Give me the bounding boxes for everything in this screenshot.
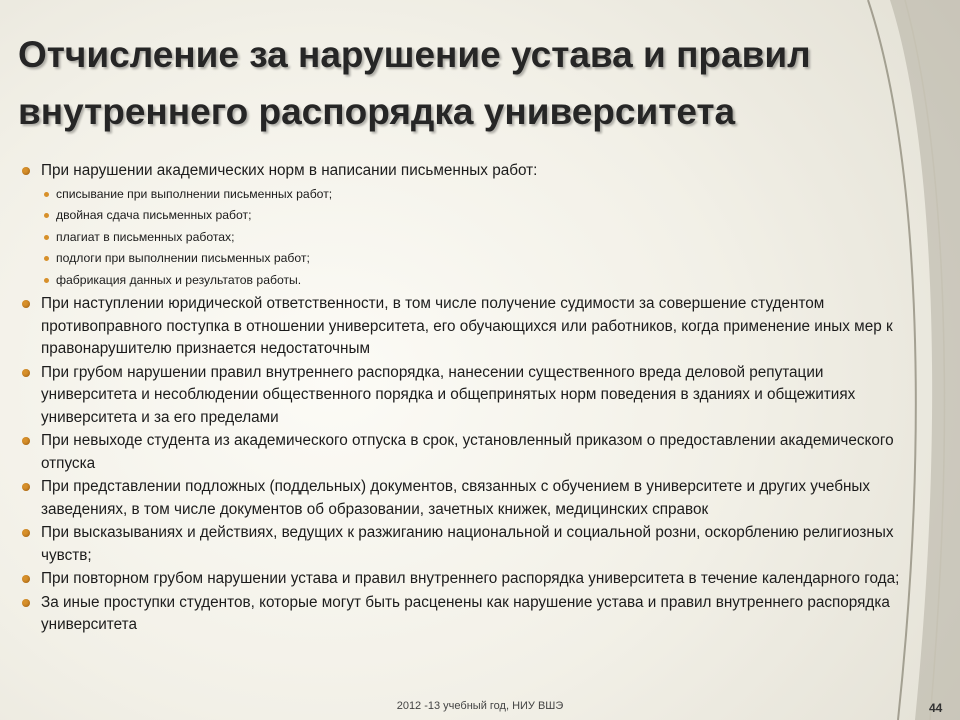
sub-bullet-text: списывание при выполнении письменных работ; (56, 186, 333, 201)
page-number: 44 (929, 701, 943, 715)
bullet-text: При высказываниях и действиях, ведущих к разжиганию национальной и социальной розни, оскорблению религиозных чувств; (41, 524, 894, 564)
bullet-text: При грубом нарушении правил внутреннего распорядка, нанесении существенного вреда деловой репутации университета и несоблюдении общественного порядка и общепринятых норм поведения в зданиях и общежитиях университета и за его пределами (41, 363, 856, 426)
bullet-dot-icon (22, 437, 30, 445)
bullet-text: При невыходе студента из академического отпуска в срок, установленный приказом о предоставлении академического отпуска (41, 432, 894, 472)
slide-content (22, 160, 922, 638)
bullet-dot-icon (22, 529, 30, 537)
sub-bullet-text: подлоги при выполнении письменных работ; (56, 251, 310, 265)
bullet-dot-icon (22, 599, 30, 607)
bullet-item (22, 568, 922, 591)
bullet-text: При представлении подложных (поддельных) документов, связанных с обучением в университете и других учебных заведениях, в том числе документов об образовании, зачетных книжек, медицинских справок (41, 478, 871, 518)
bullet-dot-icon (22, 167, 30, 175)
sub-bullet-dot-icon (44, 278, 49, 283)
sub-bullet-dot-icon (44, 256, 49, 261)
bullet-item (22, 293, 922, 361)
slide-footer: 2012 -13 учебный год, НИУ ВШЭ (396, 700, 564, 712)
sub-bullet-text: фабрикация данных и результатов работы. (56, 272, 302, 287)
bullet-item (22, 592, 922, 637)
bullet-item (22, 362, 922, 430)
sub-bullet-item (41, 248, 922, 270)
sub-bullet-item (41, 205, 922, 227)
sub-bullet-text: двойная сдача письменных работ; (56, 208, 252, 222)
sub-bullet-dot-icon (44, 235, 49, 240)
bullet-dot-icon (22, 300, 30, 308)
sub-bullet-dot-icon (44, 213, 49, 218)
bullet-item (22, 522, 922, 567)
bullet-item (22, 430, 922, 475)
bullet-text: При наступлении юридической ответственности, в том числе получение судимости за совершение студентом противоправного поступка в отношении университета, его обучающихся или работников, когда применение иных мер к правонарушителю признается недостаточным (41, 295, 893, 357)
sub-bullet-item (41, 270, 922, 292)
slide-title: Отчисление за нарушение устава и правил внутреннего распорядка университета (18, 34, 811, 132)
bullet-item (22, 160, 922, 291)
bullet-item (22, 476, 922, 521)
bullet-list (22, 160, 922, 637)
bullet-text: При повторном грубом нарушении устава и правил внутреннего распорядка университета в течение календарного года; (41, 570, 900, 587)
bullet-dot-icon (22, 575, 30, 583)
sub-bullet-text: плагиат в письменных работах; (56, 229, 235, 244)
bullet-dot-icon (22, 369, 30, 377)
sub-bullet-item (41, 184, 922, 206)
sub-bullet-list (41, 184, 922, 292)
bullet-text: За иные проступки студентов, которые могут быть расценены как нарушение устава и правил внутреннего распорядка университета (41, 593, 890, 633)
sub-bullet-item (41, 227, 922, 249)
bullet-text: При нарушении академических норм в написании письменных работ: (41, 162, 538, 179)
bullet-dot-icon (22, 483, 30, 491)
sub-bullet-dot-icon (44, 192, 49, 197)
